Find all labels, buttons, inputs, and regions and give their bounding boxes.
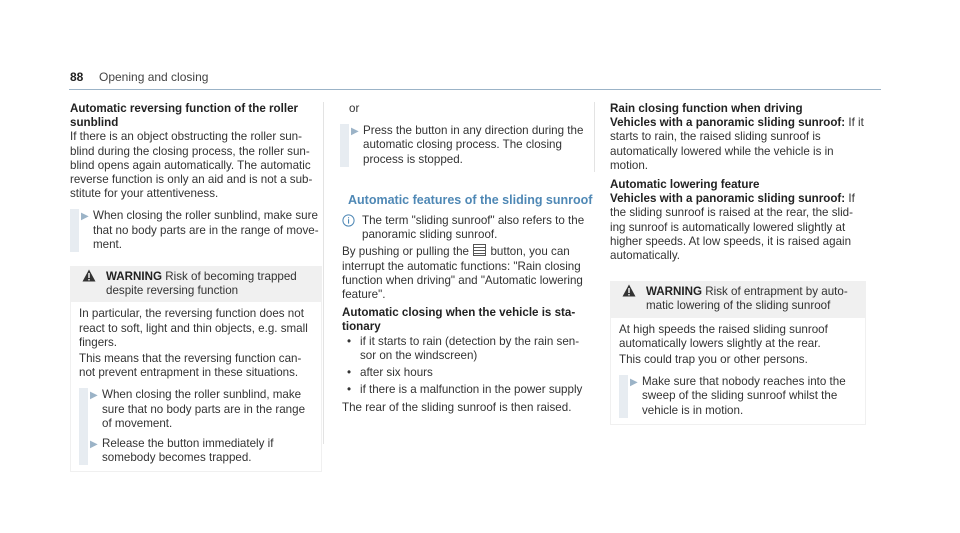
warning-step [628,375,857,418]
list-item: • if there is a malfunction in the power supply [342,383,594,397]
step-item [349,124,594,167]
warning-body-2: This means that the reversing function can-not prevent entrapment in these situations. [79,352,302,380]
or-text: or [349,102,360,115]
step-box [70,209,322,252]
warning-step-box [619,375,857,418]
arrow-step-icon: ▶ [81,211,89,223]
lowering-heading: Automatic lowering feature [610,178,760,192]
sunroof-button-icon [473,244,486,256]
step-item [79,209,322,252]
rain-heading: Rain closing function when driving [610,102,803,115]
warning-text: Risk of becoming trapped despite reversing function [106,270,297,298]
column-divider [323,102,324,444]
interrupt-paragraph [342,244,594,302]
info-icon [342,214,355,231]
column-1 [70,102,322,472]
page-number: 88 [70,70,84,84]
step-text: When closing the roller sunblind, make sure that no body parts are in the range of move-ment. [93,209,319,251]
interrupt-text-start: By pushing or pulling the [342,245,469,259]
closing-heading: Automatic closing when the vehicle is sta-tionary [342,306,576,334]
warning-label: WARNING [646,285,703,299]
warning-triangle-icon [82,269,96,286]
section-title: Opening and closing [99,70,209,84]
warning-body-2: This could trap you or other persons. [619,353,808,367]
reversing-heading: Automatic reversing function of the roller sunblind [70,102,299,130]
closing-text: The rear of the sliding sunroof is then raised. [342,401,572,415]
reversing-intro: If there is an object obstructing the roller sun-blind during the closing process, the roller sun-blind opens again automatically. The automatic reverse function is only an aid and is not a sub-stitute for your attentiveness. [70,130,313,201]
warning-step-box [79,388,313,465]
interrupt-text-end: button, you can interrupt the automatic functions: "Rain closing function when driving" and "Automatic lowering feature". [342,245,583,302]
lowering-sub: Vehicles with a panoramic sliding sunroof: [610,192,846,206]
arrow-step-icon: ▶ [351,126,359,138]
rain-sub: Vehicles with a panoramic sliding sunroof: [610,116,846,130]
header-divider [69,89,881,90]
warning-header [610,281,866,317]
step-box [340,124,594,167]
warning-step-2 [88,437,313,465]
lowering-paragraph [610,192,866,263]
arrow-step-icon: ▶ [90,439,98,451]
closing-bullets [342,335,594,398]
warning-step-1 [88,388,313,431]
step-text: Press the button in any direction during the automatic closing process. The closing process is stopped. [363,124,584,166]
warning-body [610,318,866,425]
rain-text: If it starts to rain, the raised sliding sunroof is automatically lowered while the vehicle is in motion. [610,116,864,172]
warning-box [70,266,322,302]
list-item: • if it starts to rain (detection by the rain sen-sor on the windscreen) [342,335,594,363]
list-item: • after six hours [342,366,594,380]
warning-step-text: Make sure that nobody reaches into the sweep of the sliding sunroof whilst the vehicle is in motion. [642,375,846,417]
arrow-step-icon: ▶ [90,390,98,402]
warning-label: WARNING [106,270,163,284]
info-note [342,214,594,242]
column-3 [610,102,866,425]
warning-body [70,302,322,472]
warning-body-1: At high speeds the raised sliding sunroof automatically lowers slightly at the rear. [619,322,828,350]
arrow-step-icon: ▶ [630,377,638,389]
warning-triangle-icon [622,284,636,301]
warning-header [70,266,322,302]
warning-body-1: In particular, the reversing function does not react to soft, light and thin objects, e.g. small fingers. [79,307,308,349]
note-text: The term "sliding sunroof" also refers to the panoramic sliding sunroof. [362,214,585,242]
warning-step-2-text: Release the button immediately if somebody becomes trapped. [102,437,274,465]
warning-box [610,281,866,317]
rain-paragraph [610,116,866,173]
warning-text: Risk of entrapment by auto-matic lowering of the sliding sunroof [646,285,848,313]
column-divider [594,102,595,172]
lowering-text: If the sliding sunroof is raised at the rear, the slid-ing sunroof is automatically lowered slightly at higher speeds. At low speeds, it is raised again automatically. [610,192,855,263]
warning-step-1-text: When closing the roller sunblind, make sure that no body parts are in the range of movement. [102,388,306,430]
column-2 [336,102,594,416]
features-title: Automatic features of the sliding sunroof [348,192,593,207]
